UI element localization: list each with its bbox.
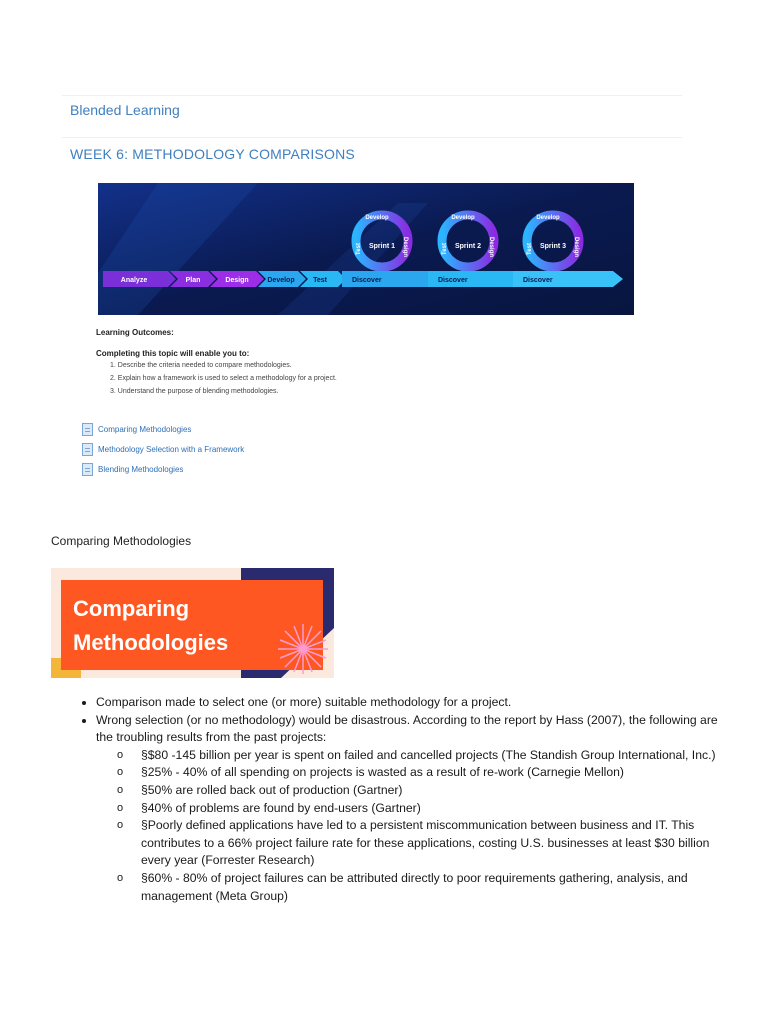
phase-design: Design [225,277,249,284]
phase-develop: Develop [267,277,295,284]
sprint-3-label: Sprint 3 [539,243,567,250]
sub-list-item: o §$80 -145 billion per year is spent on failed and cancelled projects (The Standish Group International, Inc.) [141,747,726,765]
outcome-item: 3. Understand the purpose of blending methodologies. [110,388,279,395]
link-methodology-selection[interactable] [82,443,244,456]
page-icon [82,463,93,476]
sprint-2-develop: Develop [451,215,475,221]
sprint-2-test: Test [442,243,448,255]
list-item-text: Wrong selection (or no methodology) would be disastrous. According to the report by Hass (2007), the following are the troubling results from the past projects: [96,712,718,745]
sub-list [96,747,726,905]
link-label[interactable]: Comparing Methodologies [98,425,192,434]
sub-list-item: o §50% are rolled back out of production (Gartner) [141,782,726,800]
phase-test: Test [313,277,327,284]
hero-title-line2: Methodologies [73,630,229,655]
section-title: Comparing Methodologies [51,534,192,548]
page-icon [82,423,93,436]
sub-list-item: o §25% - 40% of all spending on projects is wasted as a result of re-work (Carnegie Mellon) [141,764,726,782]
outcome-item: 1. Describe the criteria needed to compare methodologies. [110,362,292,369]
sprint-2-discover: Discover [438,277,468,284]
methodology-banner [98,183,634,315]
sub-list-item: o §Poorly defined applications have led to a persistent miscommunication between business and IT. This contributes to a 66% project failure rate for these applications, costing U.S. businesses at least $30 billion every year (Forrester Research) [141,817,726,870]
link-blending-methodologies[interactable] [82,463,183,476]
link-label[interactable]: Methodology Selection with a Framework [98,445,245,454]
outcomes-intro: Completing this topic will enable you to: [96,349,250,358]
top-divider [62,95,682,96]
sprint-3-discover: Discover [523,277,553,284]
hero-title-line1: Comparing [73,596,190,621]
phase-analyze: Analyze [120,277,148,284]
sprint-3-test: Test [527,243,533,255]
comparing-methodologies-hero [51,568,334,678]
sub-list-item: o §60% - 80% of project failures can be attributed directly to poor requirements gathering, analysis, and management (Meta Group) [141,870,726,905]
list-item [96,712,726,906]
sprint-1-test: Test [356,243,362,255]
sprint-1-design: Design [402,236,408,258]
week-title: WEEK 6: METHODOLOGY COMPARISONS [70,146,355,162]
outcome-item: 2. Explain how a framework is used to select a methodology for a project. [110,375,337,382]
phase-plan: Plan [185,277,201,284]
sprint-1-discover: Discover [352,277,382,284]
sprint-2-label: Sprint 2 [454,243,482,250]
sub-list-item: o §40% of problems are found by end-users (Gartner) [141,800,726,818]
sprint-2-design: Design [488,236,494,258]
sprint-3-develop: Develop [536,215,560,221]
outcomes-heading: Learning Outcomes: [96,328,174,337]
sprint-1-label: Sprint 1 [368,243,396,250]
link-comparing-methodologies[interactable] [82,423,191,436]
book-icon [82,443,93,456]
findings-list [60,694,726,905]
course-title[interactable]: Blended Learning [70,102,180,118]
link-label[interactable]: Blending Methodologies [98,465,184,474]
sprint-3-design: Design [573,236,579,258]
sprint-1-develop: Develop [365,215,389,221]
phase-arrows [103,271,346,287]
header-divider [62,137,682,138]
starburst-icon [278,624,328,674]
list-item: • Comparison made to select one (or more) suitable methodology for a project. [96,694,726,712]
